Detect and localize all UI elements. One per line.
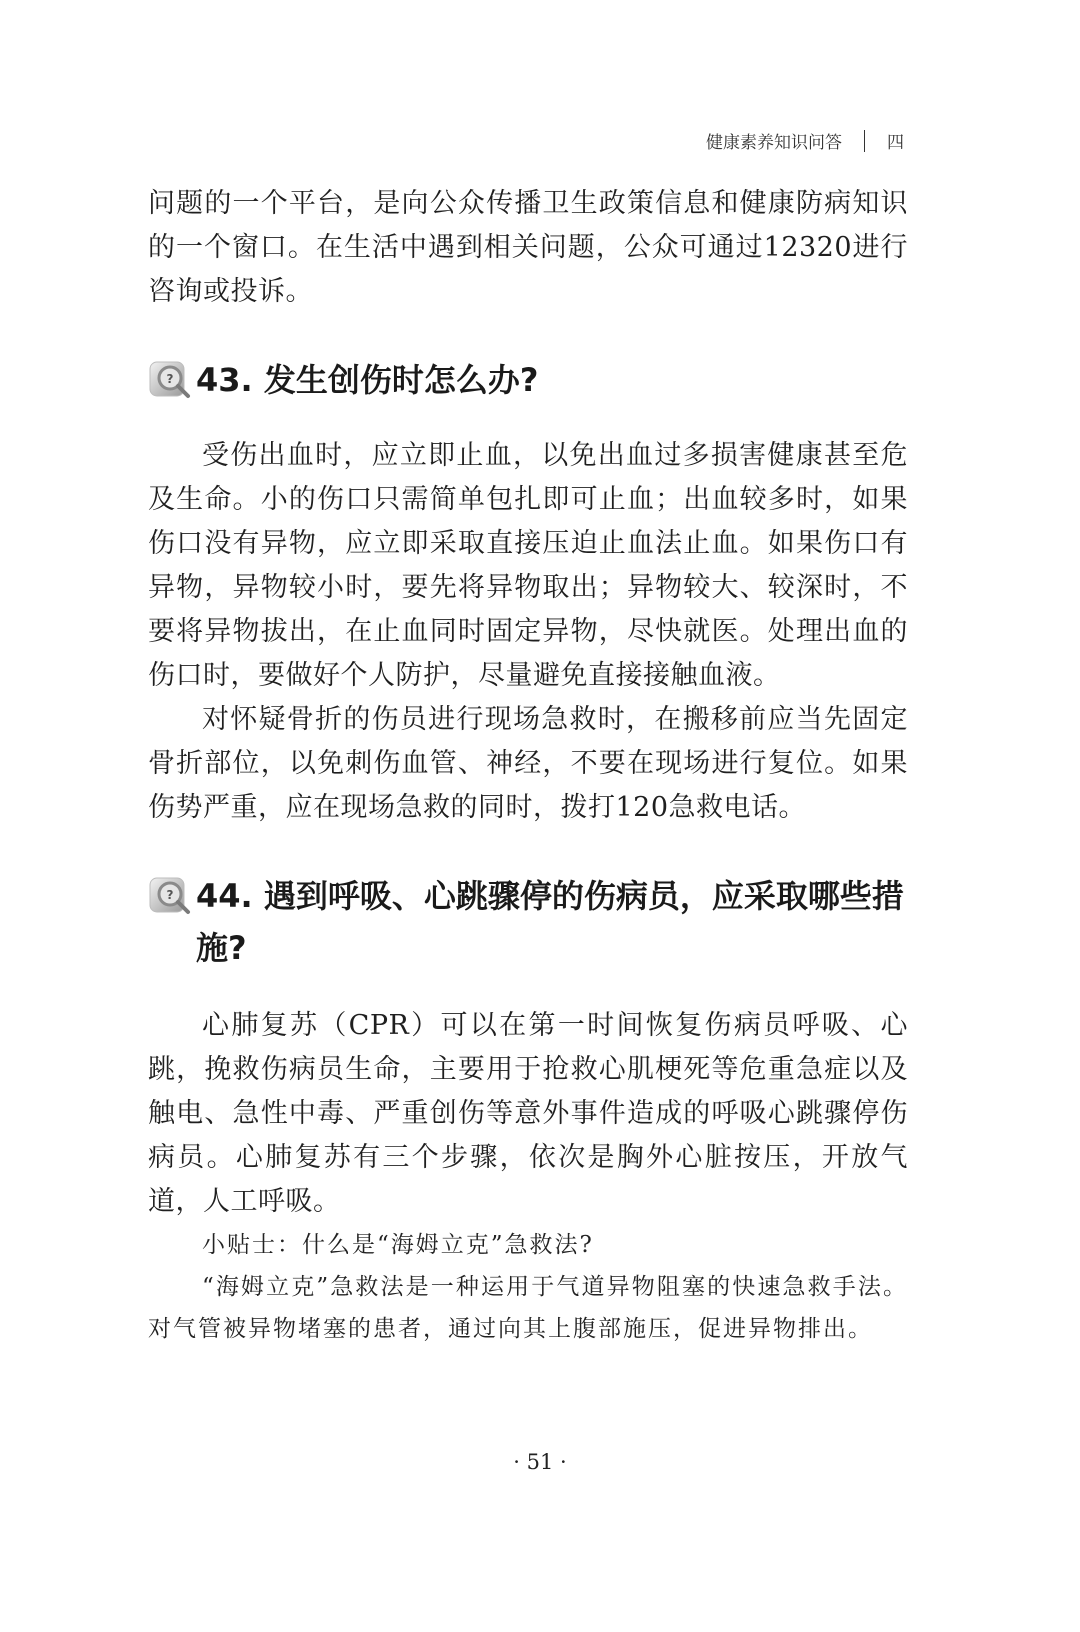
intro-paragraph: 问题的一个平台，是向公众传播卫生政策信息和健康防病知识的一个窗口。在生活中遇到相关问题，公众可通过12320进行咨询或投诉。 <box>148 188 908 307</box>
section-label: 四 <box>887 133 904 153</box>
tip-body: “海姆立克”急救法是一种运用于气道异物阻塞的快速急救手法。对气管被异物堵塞的患者，通过向其上腹部施压，促进异物排出。 <box>148 1274 908 1342</box>
question-magnifier-icon <box>148 356 194 402</box>
question-44-heading <box>148 870 908 974</box>
question-43-heading <box>148 354 908 406</box>
q43-paragraph-1: 受伤出血时，应立即止血，以免出血过多损害健康甚至危及生命。小的伤口只需简单包扎即可止血；出血较多时，如果伤口没有异物，应立即采取直接压迫止血法止血。如果伤口有异物，异物较小时，要先将异物取出；异物较大、较深时，不要将异物拔出，在止血同时固定异物，尽快就医。处理出血的伤口时，要做好个人防护，尽量避免直接接触血液。 <box>148 440 908 691</box>
svg-text:?: ? <box>166 888 174 902</box>
q43-paragraph-2: 对怀疑骨折的伤员进行现场急救时，在搬移前应当先固定骨折部位，以免刺伤血管、神经，不要在现场进行复位。如果伤势严重，应在现场急救的同时，拨打120急救电话。 <box>148 704 908 823</box>
running-head <box>706 128 904 153</box>
tip-title: 小贴士：什么是“海姆立克”急救法? <box>202 1232 594 1258</box>
question-43-title: 43. 发生创伤时怎么办? <box>196 361 539 399</box>
question-magnifier-icon <box>148 872 194 918</box>
question-44-title: 44. 遇到呼吸、心跳骤停的伤病员，应采取哪些措施? <box>196 877 904 967</box>
book-title: 健康素养知识问答 <box>706 133 842 153</box>
page-content <box>148 182 908 1350</box>
header-divider <box>864 130 865 152</box>
q44-paragraph: 心肺复苏（CPR）可以在第一时间恢复伤病员呼吸、心跳，挽救伤病员生命，主要用于抢救心肌梗死等危重急症以及触电、急性中毒、严重创伤等意外事件造成的呼吸心跳骤停伤病员。心肺复苏有三个步骤，依次是胸外心脏按压，开放气道，人工呼吸。 <box>148 1010 908 1217</box>
page-number: · 51 · <box>513 1450 567 1474</box>
svg-text:?: ? <box>166 372 174 386</box>
